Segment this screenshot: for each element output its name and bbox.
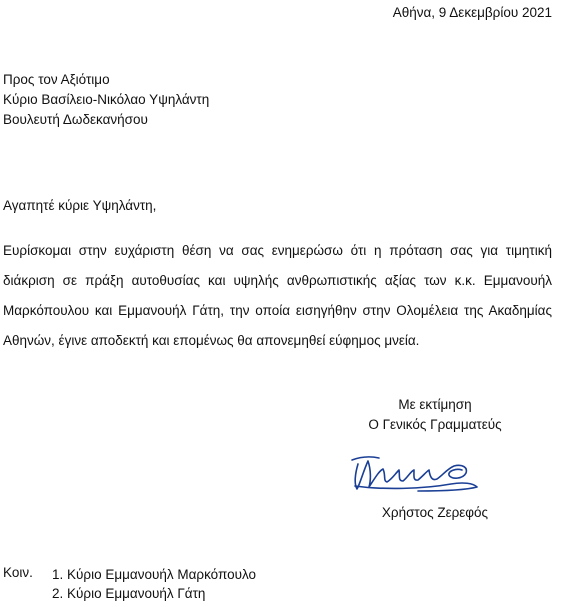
cc-list	[52, 565, 256, 603]
cc-label: Κοιν.	[3, 565, 33, 580]
letter-body: Ευρίσκομαι στην ευχάριστη θέση να σας ενημερώσω ότι η πρόταση σας για τιμητική διάκριση σε πράξη αυτοθυσίας και υψηλής ανθρωπιστικής αξίας των κ.κ. Εμμανουήλ Μαρκόπουλου και Εμμανουήλ Γάτη, την οποία εισηγήθην στην Ολομέλεια της Ακαδημίας Αθηνών, έγινε αποδεκτή και επομένως θα απονεμηθεί εύφημος μνεία.	[3, 243, 552, 348]
handwritten-signature	[348, 448, 483, 493]
cc-item: 1. Κύριο Εμμανουήλ Μαρκόπουλο	[52, 567, 257, 582]
letter-date: Αθήνα, 9 Δεκεμβρίου 2021	[392, 5, 552, 20]
recipient-line-1: Προς τον Αξιότιμο	[3, 72, 110, 87]
greeting: Αγαπητέ κύριε Υψηλάντη,	[3, 198, 157, 213]
recipient-block	[3, 70, 209, 130]
cc-item: 2. Κύριο Εμμανουήλ Γάτη	[52, 586, 206, 601]
signer-name: Χρήστος Ζερεφός	[381, 505, 489, 520]
closing-block	[350, 395, 520, 435]
recipient-line-3: Βουλευτή Δωδεκανήσου	[3, 112, 148, 127]
closing-line-2: Ο Γενικός Γραμματεύς	[368, 417, 502, 432]
recipient-line-2: Κύριο Βασίλειο-Νικόλαο Υψηλάντη	[3, 92, 210, 107]
closing-line-1: Με εκτίμηση	[398, 397, 472, 412]
